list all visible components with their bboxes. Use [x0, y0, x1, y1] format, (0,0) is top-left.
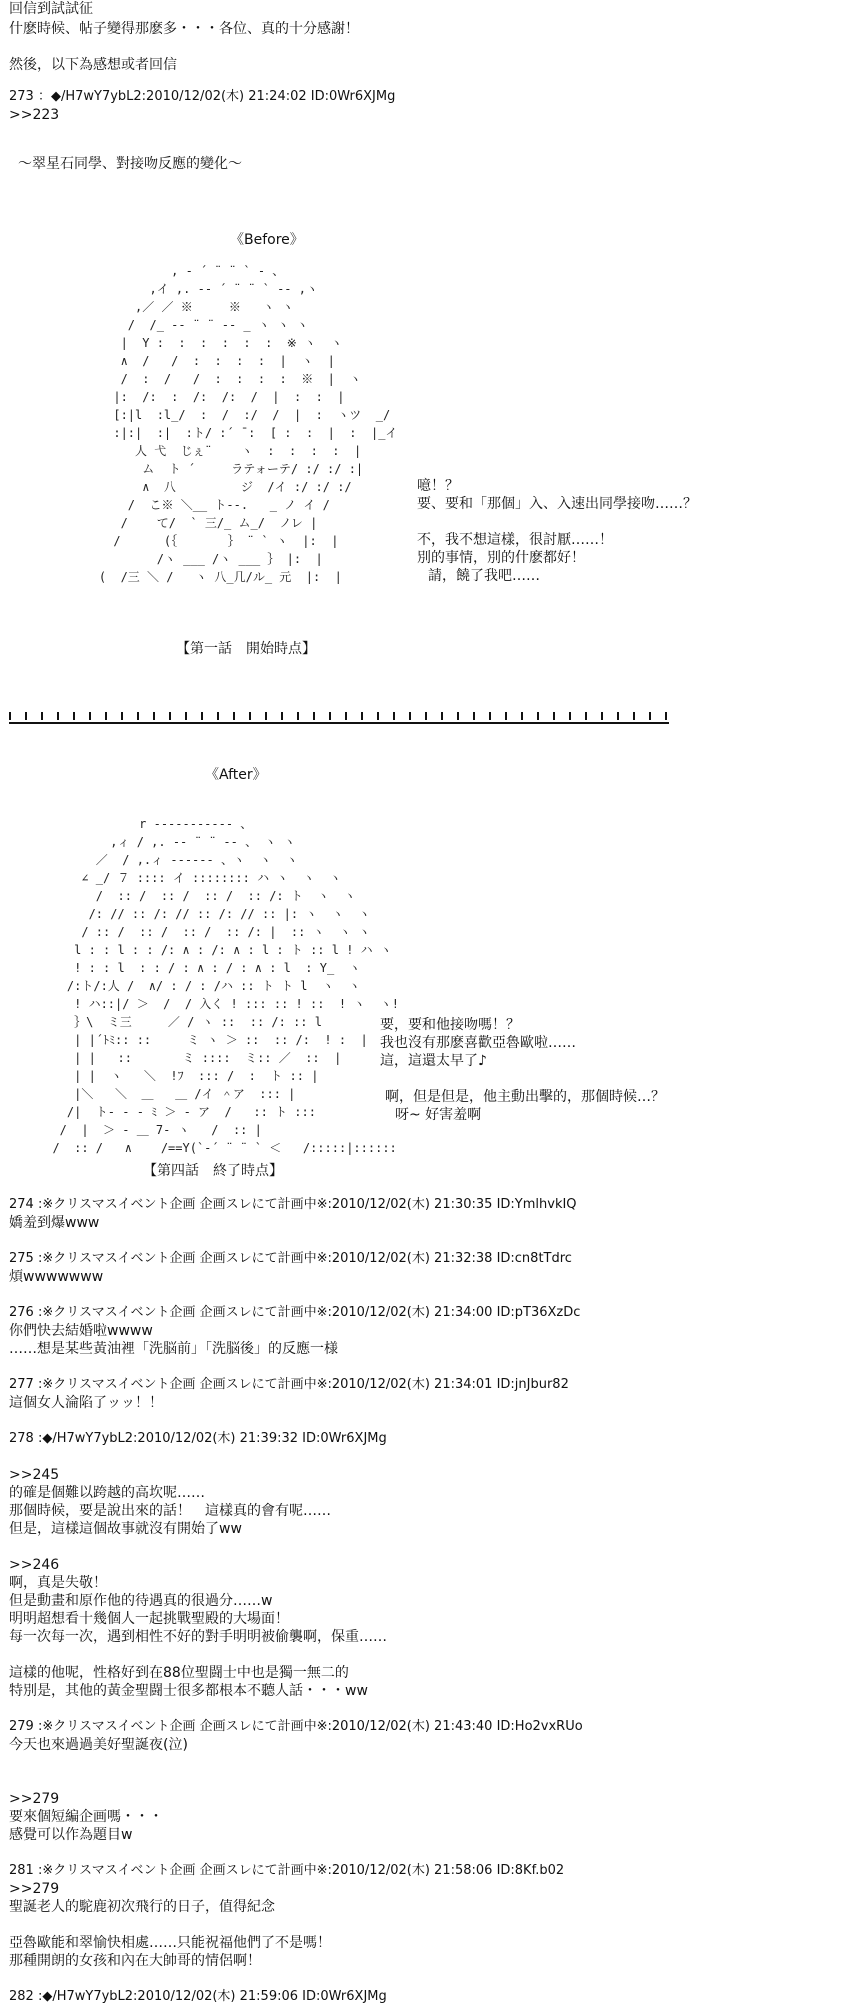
reply-ref-223: >>223: [9, 107, 60, 123]
post-body-278-b: 那個時候，要是說出來的話！ 這樣真的會有呢……: [9, 1503, 331, 1519]
post-body-274: 嬌羞到爆www: [9, 1215, 100, 1231]
after-caption: 【第四話 終了時点】: [143, 1163, 283, 1179]
post-body-278-d: 啊，真是失敬！: [9, 1575, 107, 1591]
section-title: ～翠星石同學、對接吻反應的變化～: [18, 156, 242, 172]
post-header-279: 279 :※クリスマスイベント企画 企画スレにて計画中※:2010/12/02(木) 21:43:40 ID:Ho2vxRUo: [9, 1719, 583, 1734]
post-body-278-h: 這樣的他呢，性格好到在88位聖闘士中也是獨一無二的: [9, 1665, 349, 1681]
post-body-279: 今天也來過過美好聖誕夜(泣): [9, 1737, 188, 1753]
after-speech-4: 啊，但是但是，他主動出擊的，那個時候…？: [385, 1089, 665, 1105]
post-body-278-g: 每一次每一次，遇到相性不好的對手明明被偷襲啊，保重……: [9, 1629, 387, 1645]
post-header-277: 277 :※クリスマスイベント企画 企画スレにて計画中※:2010/12/02(木) 21:34:01 ID:jnJbur82: [9, 1377, 569, 1392]
post-body-281-a: 聖誕老人的駝鹿初次飛行的日子，值得紀念: [9, 1899, 275, 1915]
after-ascii-art: r ‐‐‐‐‐‐‐‐‐‐‐ 、 ,ィ / ,. -‐ ¨ ¨ ‐- 、 ヽ ヽ ／ / ,.ィ ‐‐‐‐‐‐ 、ヽ ヽ ヽ ∠ _/ ７ :::: イ :::::::: ハ ヽ ヽ ヽ / :: / :: / :: / :: /: ト ヽ ヽ /: // :: /: // :: /: // :: |: ヽ ヽ ヽ / :: / :: / :: / :: /: | :: ヽ ヽ ヽ l : : l : : /: ∧ : /: ∧ : l : ト :: l ! ハ ヽ ! : : l : : / : ∧ : / : ∧ : l : Y_ ヽ /:ト/:人 / ∧/ : / : /ハ :: ト ト l ヽ ヽ ! ハ::|/ ＞ / / 入く ! ::: :: ! :: ! ヽ ヽ! ｝\ ミ三 ／ / ヽ :: :: /: :: l | |´ﾄﾐ:: :: ミ ヽ ＞ :: :: /: ! : | | | :: ミ :::: ミ:: ／ :: | | | ヽ ＼ !ﾌ ::: / : ト :: | |＼ ＼ ＿ ＿ /イ ＾ア ::: | /| ト‐ ‐ ‐ ﾐ ＞ ‐ ア / :: ト ::: / | ＞ ‐ ＿ 7‐ ヽ / :: | / :: / ∧ /==Y(`‐´ ¨ ¨ ` ＜ /:::::|::::::: [52, 817, 399, 1155]
post-body-278-i: 特別是，其他的黃金聖闘士很多都根本不聽人話・・・ww: [9, 1683, 368, 1699]
reply-ref-279-a: >>279: [9, 1791, 60, 1807]
post-body-281-c: 那種開朗的女孩和內在大帥哥的情侶啊！: [9, 1953, 261, 1969]
before-label: 《Before》: [230, 232, 304, 248]
before-speech-4: 別的事情，別的什麽都好！: [417, 550, 585, 566]
before-speech-3: 不，我不想這樣，很討厭……！: [417, 532, 613, 548]
before-speech-5: 請，饒了我吧……: [428, 568, 540, 584]
post-header-282: 282 :◆/H7wY7ybL2:2010/12/02(木) 21:59:06 ID:0Wr6XJMg: [9, 1989, 387, 2004]
post-header-278: 278 :◆/H7wY7ybL2:2010/12/02(木) 21:39:32 ID:0Wr6XJMg: [9, 1431, 387, 1446]
header-line-1: 回信到試試征: [9, 1, 93, 17]
section-divider: [9, 712, 669, 724]
after-speech-2: 我也沒有那麽喜歡亞魯歐啦……: [380, 1035, 576, 1051]
post-body-278-c: 但是，這樣這個故事就沒有開始了ww: [9, 1521, 242, 1537]
reply-ref-246: >>246: [9, 1557, 60, 1573]
post-header-275: 275 :※クリスマスイベント企画 企画スレにて計画中※:2010/12/02(木) 21:32:38 ID:cn8tTdrc: [9, 1251, 572, 1266]
reply-ref-279-b: >>279: [9, 1881, 60, 1897]
after-label: 《After》: [205, 767, 267, 783]
before-speech-2: 要、要和「那個」入、入速出同學接吻……？: [417, 496, 697, 512]
header-line-2: 什麽時候、帖子變得那麽多・・・各位、真的十分感謝！: [9, 21, 359, 37]
post-body-277: 這個女人淪陷了ッッ！！: [9, 1395, 163, 1411]
post-body-281-b: 亞魯歐能和翠愉快相處……只能祝福他們了不是嗎！: [9, 1935, 331, 1951]
post-body-275: 煩wwwwwww: [9, 1269, 104, 1285]
after-speech-5: 呀~ 好害羞啊: [395, 1107, 482, 1123]
post-body-276-a: 你們快去結婚啦wwww: [9, 1323, 153, 1339]
post-body-278-a: 的確是個難以跨越的高坎呢……: [9, 1485, 205, 1501]
before-caption: 【第一話 開始時点】: [176, 641, 316, 657]
reply-ref-245: >>245: [9, 1467, 60, 1483]
post-header-273: 273 ：◆/H7wY7ybL2:2010/12/02(木) 21:24:02 ID:0Wr6XJMg: [9, 89, 396, 104]
post-body-280-b: 感覺可以作為題目w: [9, 1827, 133, 1843]
post-body-280-a: 要來個短編企画嗎・・・: [9, 1809, 163, 1825]
post-body-278-e: 但是動畫和原作他的待遇真的很過分……w: [9, 1593, 273, 1609]
after-speech-1: 要，要和他接吻嗎！？: [380, 1017, 520, 1033]
post-header-281: 281 :※クリスマスイベント企画 企画スレにて計画中※:2010/12/02(木) 21:58:06 ID:8Kf.b02: [9, 1863, 565, 1878]
header-line-3: 然後，以下為感想或者回信: [9, 57, 177, 73]
post-body-276-b: ……想是某些黃油裡「洗脳前」「洗脳後」的反應一様: [9, 1341, 338, 1357]
before-speech-1: 噫！？: [417, 478, 459, 494]
post-header-274: 274 :※クリスマスイベント企画 企画スレにて計画中※:2010/12/02(木) 21:30:35 ID:YmlhvkIQ: [9, 1197, 577, 1212]
before-ascii-art: , - ´ ¨ ¨ ` - 、 ,イ ,. -‐ ´ ¨ ¨ ` ‐- ,ヽ ,／ ／ ※ ※ ヽ ヽ / /_ -‐ ¨ ¨ ‐- _ ヽ ヽ ヽ | Y : : : : : : ※ ヽ ヽ ∧ / / : : : : | ヽ | / : / / : : : : ※ | ヽ |: /: : /: /: / | : : | [:|l :l_/ : / :/ / | : ヽツ _/ :|:| :| :ト/ :´ ̄ : [ : : | : |_イ 人 弋 じぇ¨ ヽ : : : : | ム ト ´ ラテォーテ/ :/ :/ :| ∧ 八 ジ /イ :/ :/ :/ / こ※ ＼__ ト‐-. _ ノ イ / / て/ ` 三/_ ム_/ ノレ | / (｛ ｝ ¨ ` ヽ |: | /ヽ ___ /ヽ ___ ｝ |: | ( /三 ＼ / ヽ 八_几/ル_ 元 |: |: [98, 264, 398, 584]
after-speech-3: 這，這還太早了♪: [380, 1053, 487, 1069]
post-body-278-f: 明明超想看十幾個人一起挑戰聖殿的大場面！: [9, 1611, 289, 1627]
post-header-276: 276 :※クリスマスイベント企画 企画スレにて計画中※:2010/12/02(木) 21:34:00 ID:pT36XzDc: [9, 1305, 581, 1320]
